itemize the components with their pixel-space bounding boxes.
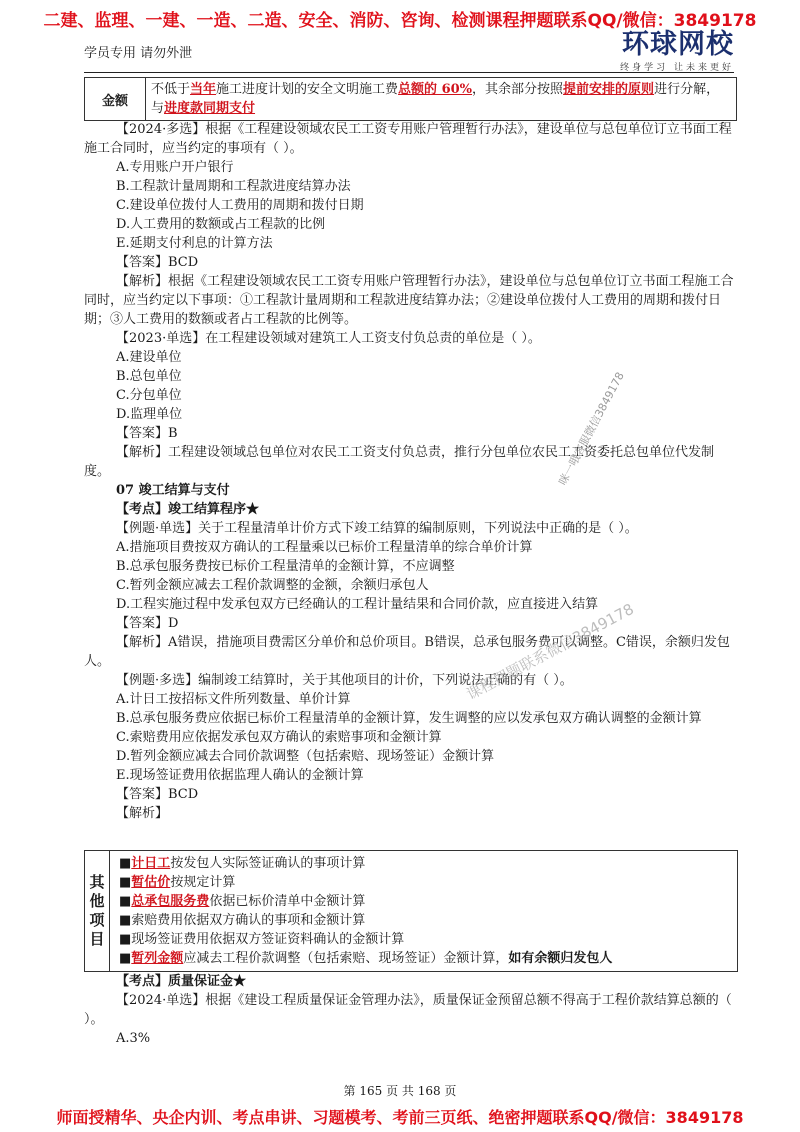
option: E.现场签证费用依据监理人确认的金额计算 <box>116 768 364 783</box>
option: C.索赔费用应依据发承包双方确认的索赔事项和金额计算 <box>116 730 442 745</box>
list-item: ■计日工按发包人实际签证确认的事项计算 <box>119 856 366 871</box>
page-number: 第 165 页 共 168 页 <box>343 1084 457 1098</box>
question-stem: 【例题·多选】编制竣工结算时，关于其他项目的计价，下列说法正确的有（ ）。 <box>116 673 573 688</box>
amount-text-1: 不低于 <box>151 82 191 97</box>
analysis: 【解析】 <box>116 806 169 821</box>
logo-slogan: 终身学习 让未来更好 <box>620 63 734 73</box>
other-items-head: 其 他 项 目 <box>85 851 110 971</box>
option: B.总承包服务费应依据已标价工程量清单的金额计算，发生调整的应以发承包双方确认调整的金额计算 <box>116 711 702 726</box>
answer: 【答案】BCD <box>116 255 199 270</box>
option: B.工程款计量周期和工程款进度结算办法 <box>116 179 351 194</box>
question-stem: 【2023·单选】在工程建设领域对建筑工人工资支付负总责的单位是（ ）。 <box>116 331 541 346</box>
option: B.总承包服务费按已标价工程量清单的金额计算，不应调整 <box>116 559 455 574</box>
question-stem: 【例题·单选】关于工程量清单计价方式下竣工结算的编制原则，下列说法中正确的是（ ）。 <box>116 521 638 536</box>
option: B.总包单位 <box>116 369 182 384</box>
list-item: ■索赔费用依据双方确认的事项和金额计算 <box>119 913 366 928</box>
top-banner: 二建、监理、一建、一造、二造、安全、消防、咨询、检测课程押题联系QQ/微信：3849178 <box>43 11 757 31</box>
option: A.专用账户开户银行 <box>116 160 234 175</box>
amount-row-body <box>151 80 731 118</box>
list-item: ■现场签证费用依据双方签证资料确认的金额计算 <box>119 932 405 947</box>
analysis: 【解析】A错误，措施项目费需区分单价和总价项目。B错误，总承包服务费可以调整。C错误，余额归发包人。 <box>84 635 730 669</box>
option: D.人工费用的数额或占工程款的比例 <box>116 217 326 232</box>
list-item: ■暂列金额应减去工程价款调整（包括索赔、现场签证）金额计算，如有余额归发包人 <box>119 951 613 966</box>
option: D.暂列金额应减去合同价款调整（包括索赔、现场签证）金额计算 <box>116 749 495 764</box>
page-header <box>84 29 734 73</box>
answer: 【答案】D <box>116 616 179 631</box>
option: C.建设单位拨付人工费用的周期和拨付日期 <box>116 198 364 213</box>
option: A.建设单位 <box>116 350 182 365</box>
amount-highlight-1: 当年 <box>190 82 217 97</box>
answer: 【答案】BCD <box>116 787 199 802</box>
amount-highlight-4: 进度款同期支付 <box>164 101 256 116</box>
option: A.措施项目费按双方确认的工程量乘以已标价工程量清单的综合单价计算 <box>116 540 533 555</box>
key-point-title: 【考点】质量保证金★ <box>116 974 247 989</box>
amount-highlight-2: 总额的 60% <box>398 82 473 97</box>
other-items-table <box>84 850 738 972</box>
amount-table-row <box>84 77 737 121</box>
header-note: 学员专用 请勿外泄 <box>84 46 193 61</box>
bottom-banner: 师面授精华、央企内训、考点串讲、习题模考、考前三页纸、绝密押题联系QQ/微信：3849178 <box>56 1108 744 1127</box>
amount-text-4: 进行分解，与 <box>151 82 720 116</box>
logo-name: 环球网校 <box>622 29 734 60</box>
amount-highlight-3: 提前安排的原则 <box>563 82 655 97</box>
amount-text-3: ，其余部分按照 <box>472 82 564 97</box>
amount-text-2: 施工进度计划的安全文明施工费 <box>216 82 399 97</box>
analysis: 【解析】根据《工程建设领域农民工工资专用账户管理暂行办法》，建设单位与总包单位订立书面工程施工合同时，应当约定以下事项：①工程款计量周期和工程款进度结算办法；②建设单位拨付人工费用的周期和拨付日期；③人工费用的数额或者占工程款的比例等。 <box>84 274 734 327</box>
option: D.监理单位 <box>116 407 183 422</box>
logo <box>620 30 734 73</box>
answer: 【答案】B <box>116 426 178 441</box>
question-stem: 【2024·多选】根据《工程建设领域农民工工资专用账户管理暂行办法》，建设单位与总包单位订立书面工程施工合同时，应当约定的事项有（ ）。 <box>84 122 732 156</box>
option: C.分包单位 <box>116 388 182 403</box>
other-items-rows <box>119 854 729 968</box>
option: E.延期支付利息的计算方法 <box>116 236 273 251</box>
option: D.工程实施过程中发承包双方已经确认的工程计量结果和合同价款，应直接进入结算 <box>116 597 599 612</box>
tail-content <box>84 972 736 1048</box>
question-stem: 【2024·单选】根据《建设工程质量保证金管理办法》，质量保证金预留总额不得高于工程价款结算总额的（ ）。 <box>84 993 732 1027</box>
amount-row-head: 金额 <box>85 78 146 120</box>
option: A.3% <box>116 1031 151 1046</box>
list-item: ■暂估价按规定计算 <box>119 875 236 890</box>
list-item: ■总承包服务费依据已标价清单中金额计算 <box>119 894 366 909</box>
main-content <box>84 120 736 823</box>
watermark-text-1: 咪一哦客服微信3849178 <box>556 370 627 488</box>
option: C.暂列金额应减去工程价款调整的金额，余额归承包人 <box>116 578 429 593</box>
analysis: 【解析】工程建设领域总包单位对农民工工资支付负总责，推行分包单位农民工工资委托总包单位代发制度。 <box>84 445 715 479</box>
key-point-title: 【考点】竣工结算程序★ <box>116 502 260 517</box>
section-title: 07 竣工结算与支付 <box>116 483 230 498</box>
option: A.计日工按招标文件所列数量、单价计算 <box>116 692 351 707</box>
watermark-text-2: 课程押题联系微信3849178 <box>463 599 637 704</box>
